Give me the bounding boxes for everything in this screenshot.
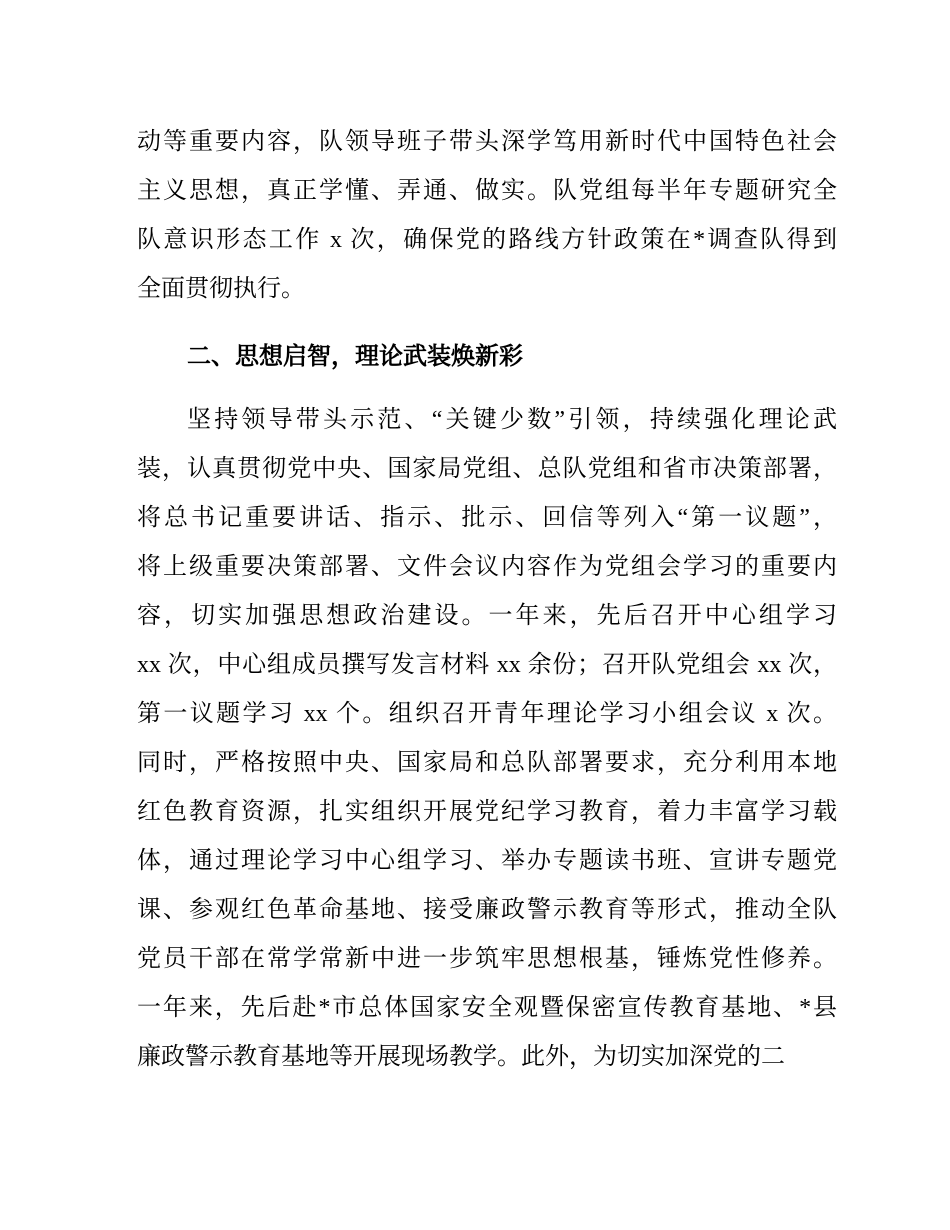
section-heading: 二、思想启智，理论武装焕新彩	[187, 343, 523, 370]
text-line: xx 次，中心组成员撰写发言材料 xx 余份；召开队党组会 xx 次，	[137, 652, 837, 678]
text-line: 红色教育资源，扎实组织开展党纪学习教育，着力丰富学习载	[137, 799, 837, 825]
text-line: 将总书记重要讲话、指示、批示、回信等列入“第一议题”，	[137, 505, 837, 531]
text-line: 动等重要内容，队领导班子带头深学笃用新时代中国特色社会	[137, 129, 837, 155]
section-paragraph	[137, 396, 837, 1082]
text-line: 廉政警示教育基地等开展现场教学。此外，为切实加深党的二	[137, 1044, 785, 1070]
text-line: 装，认真贯彻党中央、国家局党组、总队党组和省市决策部署，	[137, 456, 837, 482]
text-line: 同时，严格按照中央、国家局和总队部署要求，充分利用本地	[137, 750, 837, 776]
text-line: 体，通过理论学习中心组学习、举办专题读书班、宣讲专题党	[137, 848, 837, 874]
text-line: 容，切实加强思想政治建设。一年来，先后召开中心组学习	[137, 603, 837, 629]
text-line: 坚持领导带头示范、“关键少数”引领，持续强化理论武	[187, 407, 837, 433]
text-line: 将上级重要决策部署、文件会议内容作为党组会学习的重要内	[137, 554, 837, 580]
text-line: 课、参观红色革命基地、接受廉政警示教育等形式，推动全队	[137, 897, 837, 923]
text-line: 队意识形态工作 x 次，确保党的路线方针政策在*调查队得到	[137, 227, 837, 253]
text-line: 主义思想，真正学懂、弄通、做实。队党组每半年专题研究全	[137, 178, 837, 204]
paragraph-continuation	[137, 118, 837, 314]
text-line: 一年来，先后赴*市总体国家安全观暨保密宣传教育基地、*县	[137, 995, 837, 1021]
text-line: 第一议题学习 xx 个。组织召开青年理论学习小组会议 x 次。	[137, 701, 837, 727]
text-line: 全面贯彻执行。	[137, 276, 305, 302]
text-line: 党员干部在常学常新中进一步筑牢思想根基，锤炼党性修养。	[137, 946, 837, 972]
